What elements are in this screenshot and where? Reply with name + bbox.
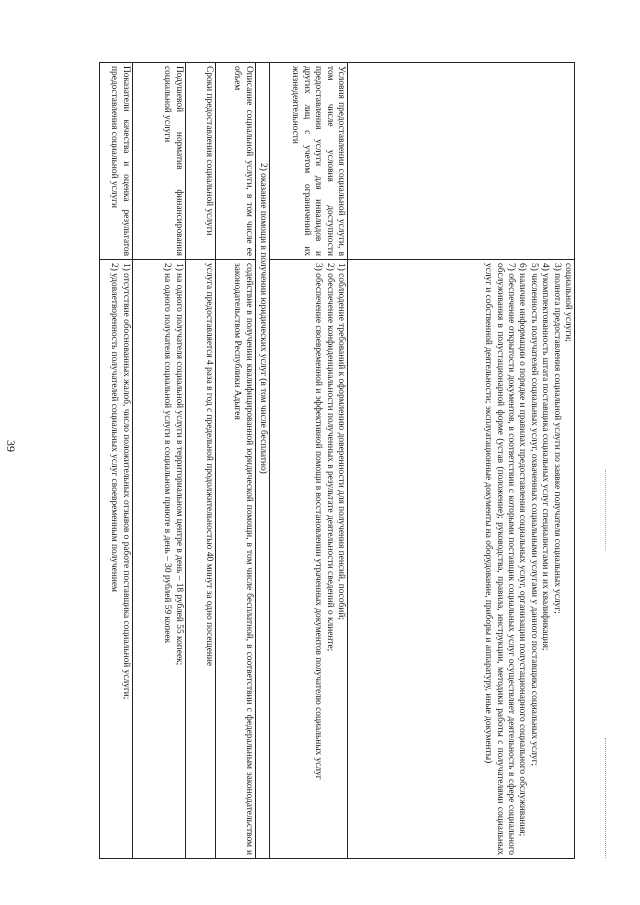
- conditions-line: 2) обеспечение конфиденциальности полученных в результате деятельности сведений о клиенте;: [324, 263, 335, 652]
- conditions-line: 3) обеспечение своевременной и эффективной помощи в восстановлении утраченных документов получателю социальных услуг: [313, 263, 324, 780]
- description-value: содействие в получении квалифицированной юридической помощи, в том числе бесплатной, в соответствии с федеральным законодательством и законодательством Республики Адыгея: [215, 260, 255, 859]
- conditions-value-cell: [270, 260, 348, 859]
- norm-line: 1) на одного получателя социальной услуги в территориальном центре в день – 18 рублей 55 копеек;: [173, 263, 184, 666]
- table-row-continuation: [348, 63, 575, 859]
- continuation-line: социальной услуги;: [563, 263, 573, 342]
- social-service-table-sheet: [70, 62, 575, 855]
- table-row-quality: [99, 63, 132, 859]
- quality-label: Показатели качества и оценка результатов предоставления социальной услуги: [99, 63, 132, 260]
- table-row-norm: [132, 63, 185, 859]
- norm-value-cell: [132, 260, 185, 859]
- quality-line: 2) удовлетворенность получателей социальных услуг своевременным получением: [109, 263, 120, 592]
- continuation-label-cell: [348, 63, 575, 260]
- term-label: Сроки предоставления социальной услуги: [185, 63, 215, 260]
- table-row-description: [215, 63, 255, 859]
- continuation-line: 6) наличие информации о порядке и правилах предоставления социальных услуг, организации полустационарного социального обслуживания;: [517, 263, 528, 837]
- page-number: 39: [4, 440, 18, 452]
- table-row-conditions: [270, 63, 348, 859]
- continuation-line: 5) численность получателей социальных услуг, охваченных социальными услугами у данного поставщика социальных услуг;: [528, 263, 539, 767]
- term-value: услуга предоставляется 4 раза в год с предельной продолжительностью 40 минут за одно посещение: [185, 260, 215, 859]
- quality-value-cell: [99, 260, 132, 859]
- quality-line: 1) отсутствие обоснованных жалоб, число положительных отзывов о работе поставщика социальной услуги;: [120, 263, 131, 700]
- continuation-line: 7) обеспечение открытости документов, в соответствии с которыми поставщик социальных услуг осуществляет деятельность в сфере социального обслуживания в полустационарной форме (устав (положение); руководства, правила, инструкции, методики работы с получателями социальных услуг и собственной деятельности; эксплуатационные документы на оборудование, приборы и аппаратуру, иные документы): [483, 263, 516, 855]
- norm-label: Подушевой норматив финансирования социальной услуги: [132, 63, 185, 260]
- conditions-line: 1) соблюдение требований к оформлению доверенности для получения пенсий, пособий;: [336, 263, 346, 620]
- conditions-label: Условия предоставления социальной услуги, в том числе условия доступности предоставления услуги для инвалидов и других лиц с учетом ограничений их жизнедеятельности: [270, 63, 348, 260]
- section-title: 2) оказание помощи в получении юридических услуг (в том числе бесплатно): [255, 63, 269, 859]
- scan-artifact-line: [605, 738, 607, 858]
- continuation-line: 4) укомплектованность штата поставщика социальных услуг специалистами и их квалификация;: [540, 263, 551, 651]
- description-label: Описание социальной услуги, в том числе ее объем: [215, 63, 255, 260]
- continuation-value-cell: [348, 260, 575, 859]
- scan-artifact-line: [605, 470, 607, 550]
- table-row-section-title: [255, 63, 269, 859]
- continuation-line: 3) полнота предоставления социальной услуги по заявке получателя социальных услуг;: [551, 263, 562, 614]
- table-row-term: [185, 63, 215, 859]
- norm-line: 2) на одного получателя социальной услуги в социальном приюте в день – 30 рублей 59 копеек: [162, 263, 173, 644]
- social-service-standard-table: [99, 62, 575, 859]
